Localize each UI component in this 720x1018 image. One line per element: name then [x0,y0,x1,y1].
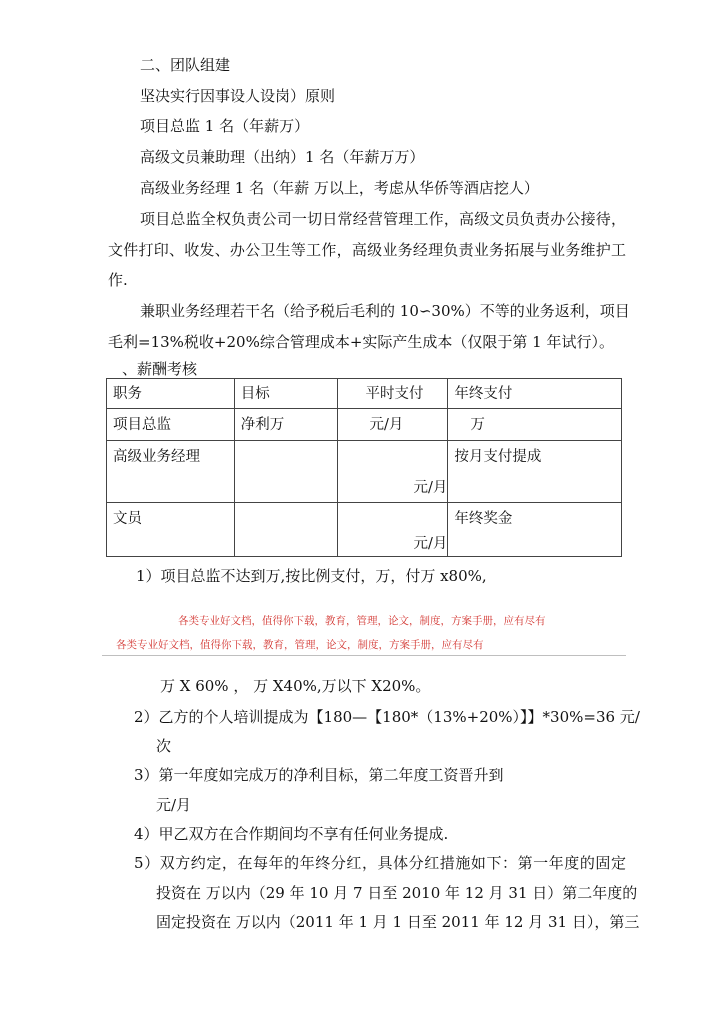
note-line: 次 [156,737,172,755]
table-header-row [107,379,622,409]
duties-line: 项目总监全权负责公司一切日常经营管理工作，高级文员负责办公接待， [140,210,626,228]
section3-heading: 、薪酬考核 [122,360,198,378]
table-cell: 万 [448,409,622,441]
watermark-text: 各类专业好文档，值得你下载，教育，管理，论文，制度，方案手册，应有尽有 [178,615,546,627]
table-header-cell: 职务 [107,379,235,409]
table-row [107,409,622,441]
duties-line: 文件打印、收发、办公卫生等工作，高级业务经理负责业务拓展与业务维护工 [108,241,626,259]
table-cell: 元/月 [337,441,448,503]
salary-table [106,378,622,557]
table-cell: 元/月 [337,409,448,441]
note-line: 元/月 [156,796,192,814]
parttime-line: 兼职业务经理若干名（给予税后毛利的 10∽30%）不等的业务返利，项目 [140,302,630,320]
table-cell: 高级业务经理 [107,441,235,503]
table-row [107,441,622,503]
table-cell: 净利万 [234,409,337,441]
parttime-line: 毛利=13%税收+20%综合管理成本+实际产生成本（仅限于第 1 年试行）。 [108,333,614,351]
role-line: 项目总监 1 名（年薪万） [140,117,310,135]
note-line: 固定投资在 万以内（2011 年 1 月 1 日至 2011 年 12 月 31 日），第三 [156,913,640,931]
note-line: 5）双方约定，在每年的年终分红，具体分红措施如下：第一年度的固定 [134,854,626,872]
note-line: 3）第一年度如完成万的净利目标，第二年度工资晋升到 [134,766,504,784]
role-line: 高级业务经理 1 名（年薪 万以上，考虑从华侨等酒店挖人） [140,179,539,197]
note-line: 1）项目总监不达到万,按比例支付，万，付万 x80%, [136,567,487,585]
note-line: 2）乙方的个人培训提成为【180—【180*（13%+20%）】】*30%=36 元/ [134,708,640,726]
table-cell: 文员 [107,503,235,557]
note-line: 投资在 万以内（29 年 10 月 7 日至 2010 年 12 月 31 日）第二年度的 [156,884,638,902]
duties-line: 作. [108,271,128,289]
table-cell [234,441,337,503]
table-header-cell: 目标 [234,379,337,409]
section2-heading: 二、团队组建 [140,56,231,74]
table-row [107,503,622,557]
page-divider [102,655,626,656]
table-header-cell: 平时支付 [337,379,448,409]
table-header-cell: 年终支付 [448,379,622,409]
table-cell: 元/月 [337,503,448,557]
role-line: 高级文员兼助理（出纳）1 名（年薪万万） [140,148,425,166]
table-cell: 按月支付提成 [448,441,622,503]
note-line: 4）甲乙双方在合作期间均不享有任何业务提成. [134,825,449,843]
table-cell: 项目总监 [107,409,235,441]
principle-line: 坚决实行因事设人设岗）原则 [140,87,336,105]
note-line: 万 X 60% ， 万 X40%,万以下 X20%。 [160,677,431,695]
table-cell: 年终奖金 [448,503,622,557]
table-cell [234,503,337,557]
watermark-text: 各类专业好文档，值得你下载，教育，管理，论文，制度，方案手册，应有尽有 [116,639,484,651]
